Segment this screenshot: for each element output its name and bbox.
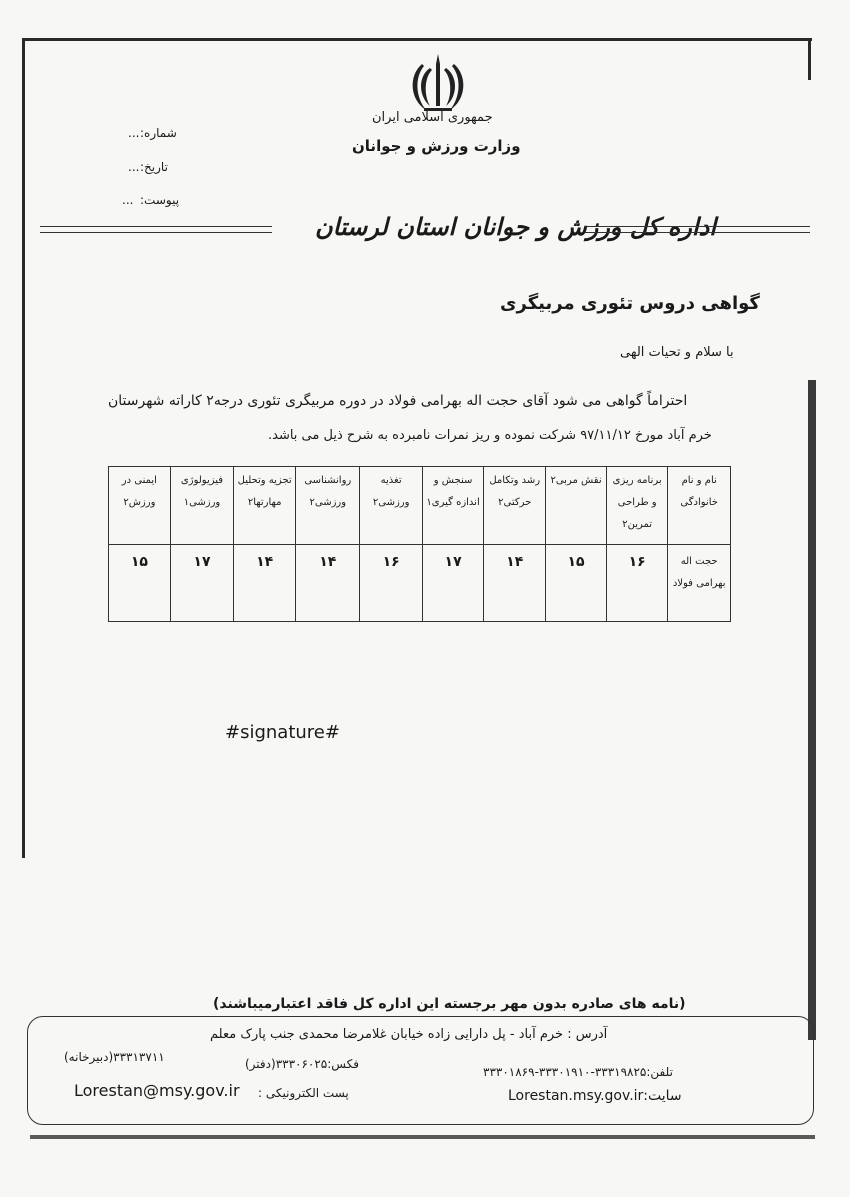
cell-student-name: حجت اله بهرامی فولاد (668, 545, 731, 622)
footer-email-label: پست الکترونیکی : (258, 1086, 349, 1100)
frame-right-band (808, 380, 816, 1040)
footer-website: سایت:Lorestan.msy.gov.ir (508, 1088, 682, 1104)
cell-grade-skill-analysis: ۱۴ (234, 545, 296, 622)
letter-date-value: ... (128, 160, 140, 174)
frame-right-border (808, 38, 811, 80)
header-cell-psychology: روانشناسی ورزشی۲ (296, 467, 360, 545)
table-row (109, 545, 731, 622)
department-banner (40, 208, 810, 252)
certificate-heading: گواهی دروس تئوری مربیگری (500, 293, 760, 314)
cell-grade-coach-role: ۱۵ (546, 545, 607, 622)
header-cell-measurement: سنجش و اندازه گیری۱ (422, 467, 483, 545)
header-cell-name: نام و نام خانوادگی (668, 467, 731, 545)
signature-placeholder: #signature# (225, 722, 340, 743)
cell-grade-safety: ۱۵ (109, 545, 171, 622)
attachment-value: ... (122, 193, 134, 207)
national-emblem-icon (406, 50, 470, 114)
ministry-name: وزارت ورزش و جوانان (352, 137, 521, 155)
header-cell-coach-role: نقش مربی۲ (546, 467, 607, 545)
footer-fax: فکس:۳۳۳۰۶۰۲۵(دفتر) (245, 1057, 359, 1071)
letter-number-value: ... (128, 126, 140, 140)
stamp-validity-note: (نامه های صادره بدون مهر برجسته این اداره کل فاقد اعتبارمیباشند) (213, 996, 686, 1012)
header-cell-motor-development: رشد وتکامل حرکتی۲ (484, 467, 546, 545)
header-cell-safety: ایمنی در ورزش۲ (109, 467, 171, 545)
frame-top-border (22, 38, 812, 41)
header-cell-nutrition: تغذیه ورزشی۲ (360, 467, 422, 545)
body-paragraph-line2: خرم آباد مورخ ۹۷/۱۱/۱۲ شرکت نموده و ریز نمرات نامبرده به شرح ذیل می باشد. (268, 428, 712, 443)
cell-grade-planning: ۱۶ (606, 545, 667, 622)
letter-date-label: تاریخ: (140, 160, 168, 174)
cell-grade-nutrition: ۱۶ (360, 545, 422, 622)
banner-rule-left (40, 226, 272, 233)
footer-email: Lorestan@msy.gov.ir (74, 1081, 240, 1100)
frame-bottom-border (30, 1135, 815, 1139)
attachment-label: پیوست: (140, 193, 180, 207)
body-paragraph-line1: احتراماً گواهی می شود آقای حجت اله بهرامی فولاد در دوره مربیگری تئوری درجه۲ کاراته شهرستان (108, 393, 688, 409)
header-cell-skill-analysis: تجزیه وتحلیل مهارتها۲ (234, 467, 296, 545)
letter-number-label: شماره: (140, 126, 177, 140)
header-cell-planning: برنامه ریزی و طراحی تمرین۲ (606, 467, 667, 545)
department-title: اداره کل ورزش و جوانان استان لرستان (315, 212, 716, 241)
country-name: جمهوری اسلامی ایران (372, 110, 493, 125)
footer-secretariat: ۳۳۳۱۳۷۱۱(دبیرخانه) (64, 1050, 165, 1064)
footer-phone: تلفن:۳۳۳۱۹۸۲۵-۳۳۳۰۱۹۱۰-۳۳۳۰۱۸۶۹ (483, 1065, 673, 1079)
footer-address: آدرس : خرم آباد - پل دارایی زاده خیابان غلامرضا محمدی جنب پارک معلم (210, 1027, 608, 1042)
frame-left-border (22, 38, 25, 858)
grades-table (108, 466, 731, 622)
banner-rule-right (585, 226, 810, 233)
cell-grade-psychology: ۱۴ (296, 545, 360, 622)
table-header-row (109, 467, 731, 545)
cell-grade-physiology: ۱۷ (170, 545, 233, 622)
greeting-text: با سلام و تحیات الهی (620, 345, 734, 360)
cell-grade-motor-development: ۱۴ (484, 545, 546, 622)
cell-grade-measurement: ۱۷ (422, 545, 483, 622)
header-cell-physiology: فیزیولوژی ورزشی۱ (170, 467, 233, 545)
